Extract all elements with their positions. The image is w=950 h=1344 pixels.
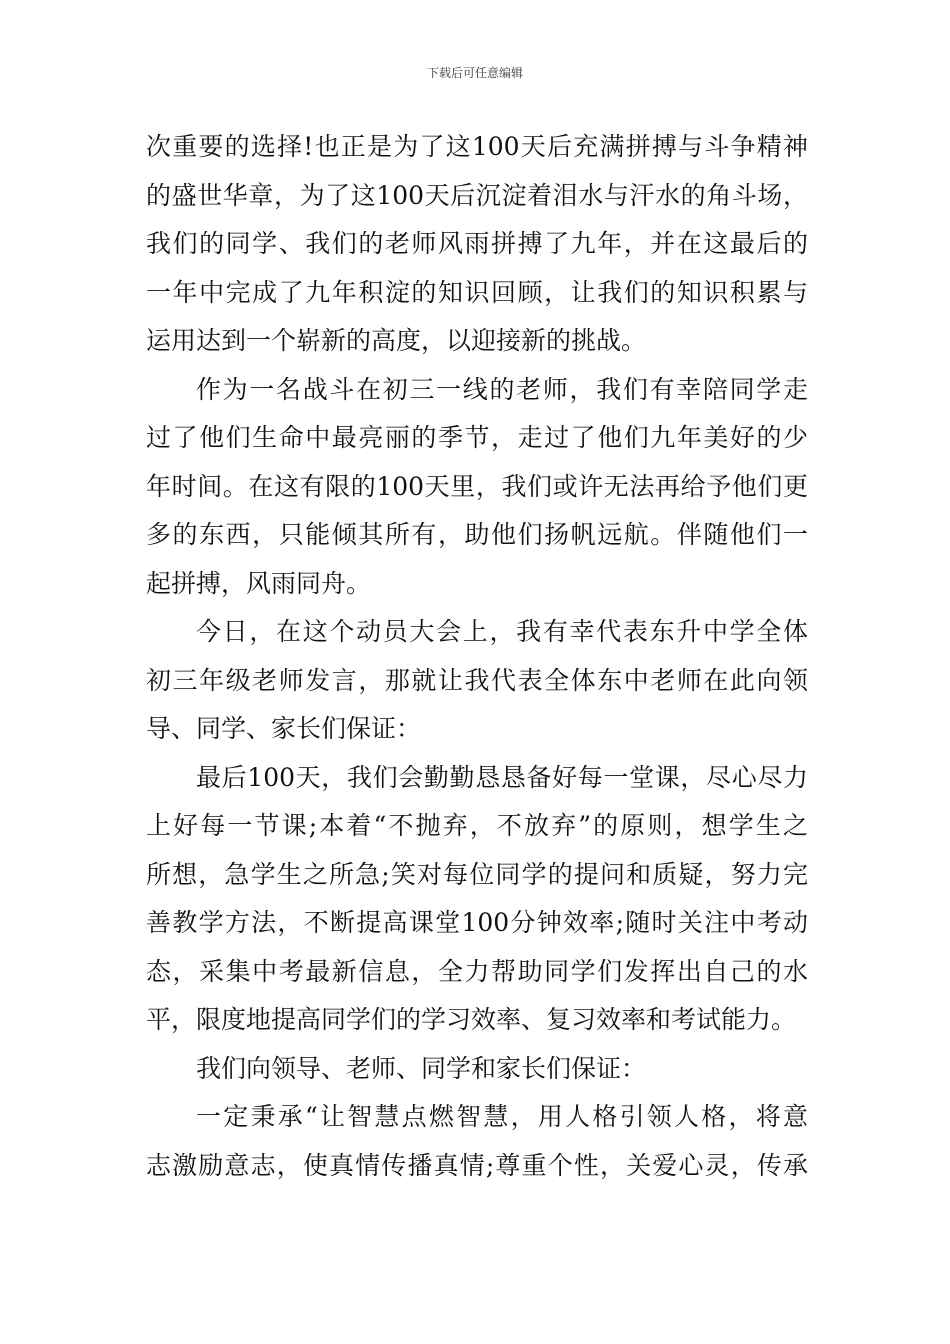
text-line: 起拼搏，风雨同舟。 xyxy=(146,568,372,598)
paragraph-3 xyxy=(146,612,808,758)
text-line: 所想，急学生之所急;笑对每位同学的提问和质疑，努力完 xyxy=(146,859,808,889)
text-line: 志激励意志，使真情传播真情;尊重个性，关爱心灵，传承 xyxy=(146,1150,808,1180)
paragraph-1 xyxy=(146,127,808,370)
text-line: 作为一名战斗在初三一线的老师，我们有幸陪同学走 xyxy=(196,374,808,404)
paragraph-5 xyxy=(146,1049,808,1098)
paragraph-6 xyxy=(146,1097,808,1194)
text-line: 过了他们生命中最亮丽的季节，走过了他们九年美好的少 xyxy=(146,423,808,452)
text-line: 初三年级老师发言，那就让我代表全体东中老师在此向领 xyxy=(146,665,808,695)
text-line: 态，采集中考最新信息，全力帮助同学们发挥出自己的水 xyxy=(146,956,808,986)
document-body xyxy=(146,127,808,1194)
text-line: 年时间。在这有限的100天里，我们或许无法再给予他们更 xyxy=(146,471,808,501)
text-line: 一定秉承“让智慧点燃智慧，用人格引领人格，将意 xyxy=(196,1102,808,1131)
text-line: 善教学方法，不断提高课堂100分钟效率;随时关注中考动 xyxy=(146,908,808,937)
text-line: 导、同学、家长们保证： xyxy=(146,714,422,743)
text-line: 我们的同学、我们的老师风雨拼搏了九年，并在这最后的 xyxy=(146,229,808,258)
text-line: 今日，在这个动员大会上，我有幸代表东升中学全体 xyxy=(196,617,808,646)
paragraph-4 xyxy=(146,758,808,1049)
text-line: 的盛世华章，为了这100天后沉淀着泪水与汗水的角斗场， xyxy=(146,180,808,210)
text-line: 平，限度地提高同学们的学习效率、复习效率和考试能力。 xyxy=(146,1005,797,1034)
text-line: 运用达到一个崭新的高度，以迎接新的挑战。 xyxy=(146,326,647,355)
text-line: 上好每一节课;本着“不抛弃，不放弃”的原则，想学生之 xyxy=(146,811,808,840)
text-line: 最后100天，我们会勤勤恳恳备好每一堂课，尽心尽力 xyxy=(196,762,808,792)
paragraph-2 xyxy=(146,370,808,613)
text-line: 次重要的选择!也正是为了这100天后充满拼搏与斗争精神 xyxy=(146,132,808,161)
text-line: 我们向领导、老师、同学和家长们保证： xyxy=(196,1053,647,1083)
text-line: 多的东西，只能倾其所有，助他们扬帆远航。伴随他们一 xyxy=(146,520,808,549)
page-header: 下载后可任意编辑 xyxy=(426,66,523,80)
text-line: 一年中完成了九年积淀的知识回顾，让我们的知识积累与 xyxy=(146,277,808,307)
